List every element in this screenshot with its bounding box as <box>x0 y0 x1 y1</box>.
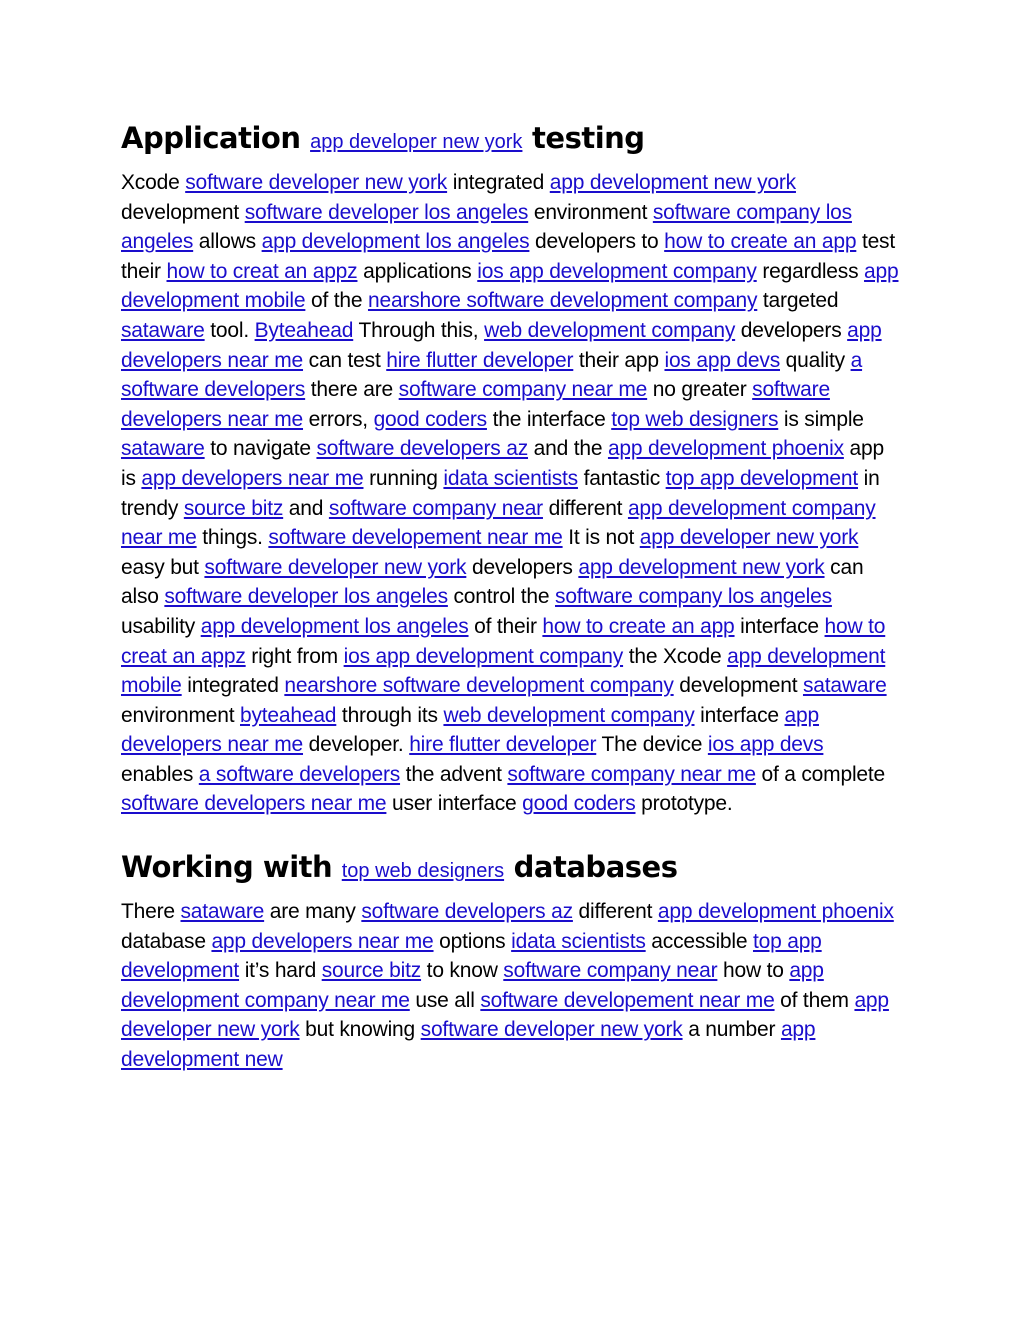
keyword-link[interactable]: software developers az <box>361 900 573 924</box>
body-text: interface <box>734 614 825 638</box>
keyword-link[interactable]: byteahead <box>240 703 337 727</box>
keyword-link[interactable]: top web designers <box>611 407 779 431</box>
body-text: interface <box>694 703 785 727</box>
keyword-link[interactable]: sataware <box>180 900 265 924</box>
keyword-link[interactable]: software developer los angeles <box>244 200 529 224</box>
body-text: regardless <box>756 259 865 283</box>
body-text: errors, <box>303 407 374 431</box>
heading-text: Application <box>121 121 311 155</box>
body-text: there are <box>305 378 399 402</box>
body-text: developer. <box>303 733 410 757</box>
keyword-link[interactable]: good coders <box>522 792 636 816</box>
keyword-link[interactable]: a software developers <box>198 762 401 786</box>
keyword-link[interactable]: app development company near me <box>121 496 876 550</box>
keyword-link[interactable]: app development new york <box>578 555 825 579</box>
keyword-link[interactable]: software company near <box>328 496 543 520</box>
body-text: environment <box>528 200 653 224</box>
body-text: applications <box>357 259 478 283</box>
keyword-link[interactable]: source bitz <box>321 959 422 983</box>
keyword-link[interactable]: app developers near me <box>121 703 819 757</box>
keyword-link[interactable]: app developers near me <box>121 318 882 372</box>
body-text: tool. <box>204 318 255 342</box>
body-text: use all <box>409 988 481 1012</box>
section-heading <box>121 847 901 891</box>
body-text: but knowing <box>299 1018 421 1042</box>
document-page <box>121 118 901 1075</box>
section-application-testing <box>121 118 901 819</box>
section-working-with-databases <box>121 847 901 1075</box>
body-text: and <box>283 496 329 520</box>
body-text: can test <box>303 348 387 372</box>
body-text: the advent <box>400 762 508 786</box>
keyword-link[interactable]: Byteahead <box>254 318 354 342</box>
body-text: a number <box>682 1018 781 1042</box>
body-text: right from <box>245 644 344 668</box>
keyword-link[interactable]: sataware <box>802 674 887 698</box>
body-text: developers to <box>529 230 665 254</box>
body-text: easy but <box>121 555 205 579</box>
body-text: user interface <box>386 792 523 816</box>
body-text: usability <box>121 614 201 638</box>
body-text: test their <box>121 230 895 283</box>
keyword-link[interactable]: app development new york <box>549 171 796 194</box>
body-text: control the <box>447 585 556 609</box>
body-text: of them <box>774 988 855 1012</box>
keyword-link[interactable]: app developer new york <box>639 526 859 550</box>
body-text: no greater <box>647 378 753 402</box>
keyword-link[interactable]: source bitz <box>183 496 284 520</box>
keyword-link[interactable]: web development company <box>443 703 695 727</box>
keyword-link[interactable]: app development phoenix <box>607 437 844 461</box>
body-text: through its <box>336 703 444 727</box>
body-text: of a complete <box>755 762 885 786</box>
keyword-link[interactable]: idata scientists <box>443 466 578 490</box>
keyword-link[interactable]: software company los angeles <box>121 200 852 254</box>
body-text: of their <box>468 614 543 638</box>
body-text: targeted <box>757 289 839 313</box>
body-text: and the <box>528 437 608 461</box>
section-heading <box>121 118 901 162</box>
body-text: app is <box>121 437 884 490</box>
keyword-link[interactable]: software developement near me <box>480 988 775 1012</box>
body-text: the Xcode <box>623 644 728 668</box>
keyword-link[interactable]: how to creat an appz <box>166 259 358 283</box>
heading-text: databases <box>504 850 678 885</box>
keyword-link[interactable]: software developer los angeles <box>164 585 448 609</box>
keyword-link[interactable]: app development new <box>121 1018 816 1072</box>
keyword-link[interactable]: top app development <box>121 929 822 983</box>
body-text: There <box>121 900 181 924</box>
keyword-link[interactable]: sataware <box>121 437 205 461</box>
keyword-link[interactable]: how to create an app <box>664 230 857 254</box>
body-text: development <box>121 200 245 224</box>
section-paragraph <box>121 168 901 819</box>
keyword-link[interactable]: app development los angeles <box>200 614 469 638</box>
body-text: prototype. <box>635 792 733 816</box>
body-text: to know <box>421 959 504 983</box>
keyword-link[interactable]: hire flutter developer <box>409 733 597 757</box>
keyword-link[interactable]: app development phoenix <box>657 900 894 924</box>
body-text: running <box>363 466 444 490</box>
body-text: their app <box>573 348 665 372</box>
keyword-link[interactable]: web development company <box>484 318 736 342</box>
keyword-link[interactable]: app developer new york <box>121 988 889 1042</box>
keyword-link[interactable]: software company near me <box>398 378 648 402</box>
body-text: environment <box>121 703 240 727</box>
keyword-link[interactable]: software developers near me <box>121 378 830 431</box>
keyword-link[interactable]: software developers az <box>316 437 529 461</box>
body-text: fantastic <box>577 466 666 490</box>
body-text: things. <box>196 526 269 550</box>
keyword-link[interactable]: hire flutter developer <box>386 348 574 372</box>
keyword-link[interactable]: idata scientists <box>511 929 646 953</box>
body-text: options <box>433 929 512 953</box>
keyword-link[interactable]: top web designers <box>341 860 505 883</box>
keyword-link[interactable]: software developer new york <box>204 555 467 579</box>
keyword-link[interactable]: software developers near me <box>121 792 387 816</box>
body-text: are many <box>264 900 362 924</box>
body-text: how to <box>717 959 790 983</box>
keyword-link[interactable]: software company near <box>503 959 718 983</box>
keyword-link[interactable]: good coders <box>373 407 487 431</box>
keyword-link[interactable]: software developement near me <box>268 526 563 550</box>
keyword-link[interactable]: ios app devs <box>707 733 824 757</box>
keyword-link[interactable]: app development mobile <box>121 644 886 698</box>
body-text: integrated <box>181 674 285 698</box>
keyword-link[interactable]: software company near me <box>507 762 756 786</box>
body-text: of the <box>305 289 368 313</box>
body-text: Through this, <box>353 318 485 342</box>
keyword-link[interactable]: software developer new york <box>420 1018 683 1042</box>
keyword-link[interactable]: app development los angeles <box>261 230 530 254</box>
keyword-link[interactable]: ios app development company <box>477 259 757 283</box>
keyword-link[interactable]: software developer new york <box>185 171 448 194</box>
body-text: integrated <box>447 171 550 194</box>
keyword-link[interactable]: app developer new york <box>310 131 523 153</box>
body-text: different <box>542 496 628 520</box>
keyword-link[interactable]: ios app devs <box>664 348 780 372</box>
body-text: accessible <box>645 929 753 953</box>
keyword-link[interactable]: app developers near me <box>141 466 364 490</box>
body-text: it’s hard <box>239 959 322 983</box>
body-text: the interface <box>486 407 612 431</box>
keyword-link[interactable]: how to create an app <box>542 614 735 638</box>
keyword-link[interactable]: how to creat an appz <box>121 614 886 668</box>
body-text: developers <box>466 555 579 579</box>
body-text: Xcode <box>121 171 186 194</box>
body-text: allows <box>193 230 262 254</box>
body-text: developers <box>735 318 848 342</box>
heading-text: Working with <box>121 850 342 885</box>
body-text: can also <box>121 555 864 609</box>
body-text: enables <box>121 762 199 786</box>
keyword-link[interactable]: ios app development company <box>343 644 624 668</box>
body-text: in trendy <box>121 466 880 520</box>
section-paragraph <box>121 897 901 1075</box>
keyword-link[interactable]: app developers near me <box>211 929 434 953</box>
body-text: development <box>673 674 803 698</box>
body-text: It is not <box>562 526 640 550</box>
keyword-link[interactable]: software company los angeles <box>555 585 832 609</box>
keyword-link[interactable]: app development company near me <box>121 959 824 1012</box>
heading-text: testing <box>522 121 645 155</box>
keyword-link[interactable]: nearshore software development company <box>284 674 674 698</box>
body-text: is simple <box>778 407 864 431</box>
body-text: The device <box>596 733 708 757</box>
keyword-link[interactable]: app development mobile <box>121 259 899 313</box>
body-text: database <box>121 929 212 953</box>
body-text: quality <box>780 348 851 372</box>
body-text: to navigate <box>204 437 317 461</box>
keyword-link[interactable]: sataware <box>121 318 205 342</box>
keyword-link[interactable]: a software developers <box>121 348 863 402</box>
keyword-link[interactable]: top app development <box>665 466 858 490</box>
keyword-link[interactable]: nearshore software development company <box>367 289 758 313</box>
body-text: different <box>572 900 658 924</box>
